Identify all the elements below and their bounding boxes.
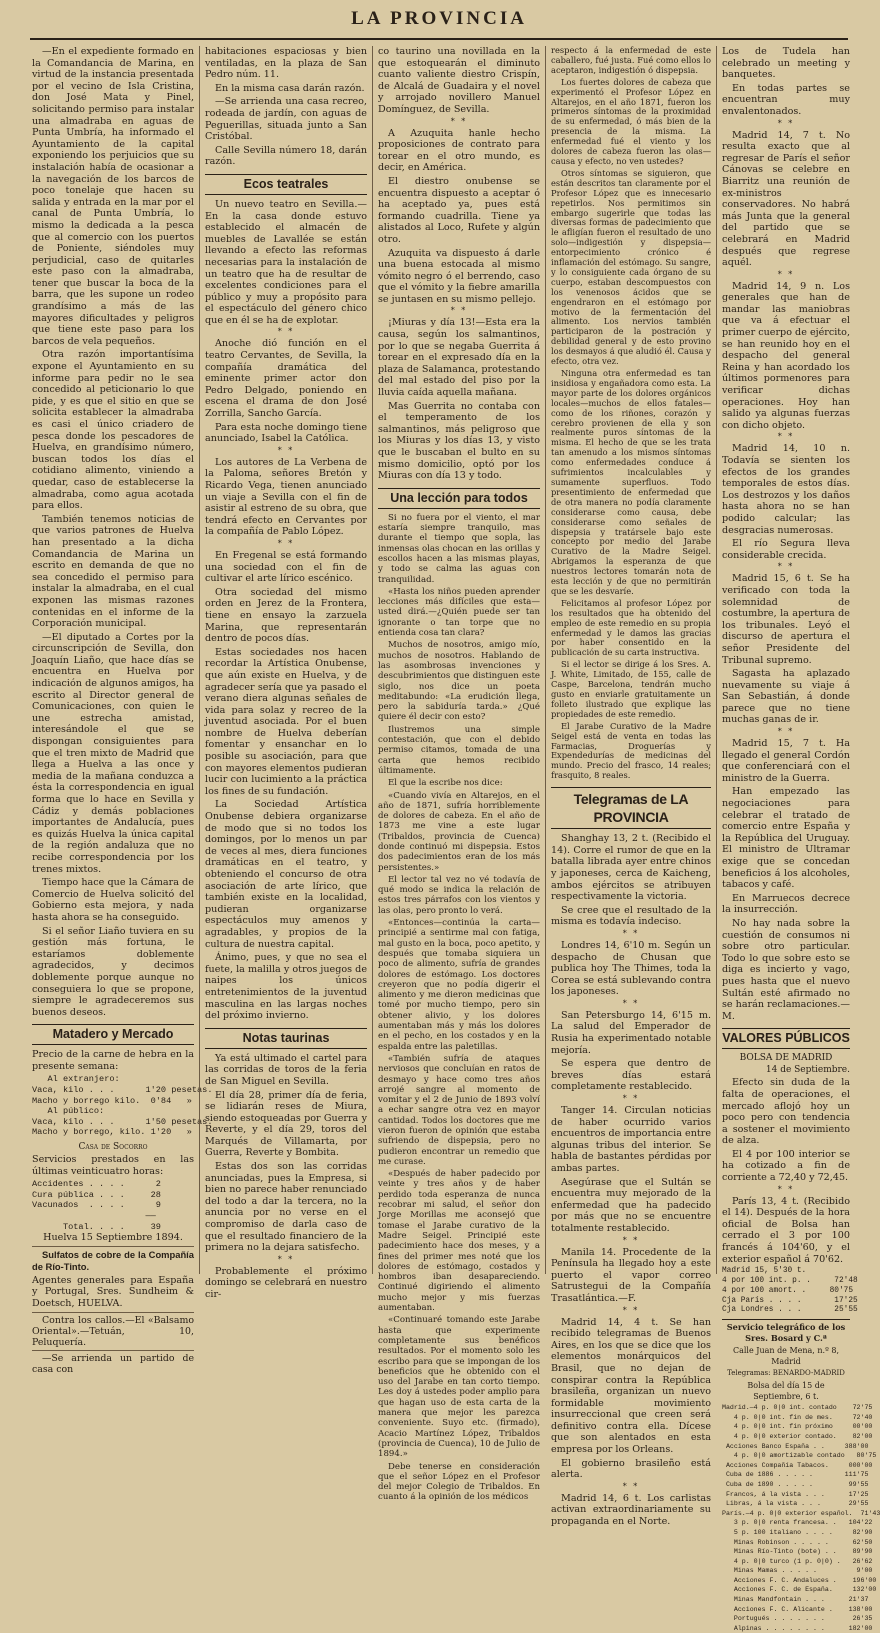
telegram-londres: Londres 14, 6'10 m. Según un despacho de Chusan que publica hoy The Thimes, toda la Corea se está sublevando contra los japoneses. [551,939,711,998]
servicio-address: Calle Juan de Mena, n.º 8, Madrid [732,1346,840,1367]
article-cartel: Ya está ultimado el cartel para las corridas de toros de la feria de San Miguel en Sevilla. [205,1052,367,1087]
article-onubense-2: La Sociedad Artística Onubense debiera organizarse de modo que si no todos los domingos, por lo menos un par de veces al mes, diera funciones dramáticas en el teatro, y obteniendo el concurso de otra asociación de arte lírico, que también existe en la localidad, pudieran organizarse espectáculos muy amenos y agradables, y propios de la cultura de nuestra capital. [205,799,367,950]
separator: * * [777,727,795,737]
separator: * * [777,562,795,572]
separator: * * [622,998,640,1008]
servicio-telegramas: Telegramas: BENARDO-MADRID [727,1369,845,1378]
article-diputado-2: Tiempo hace que la Cámara de Comercio de Huelva solicitó del Gobierno esta mejora, y nada hasta ahora se ha conseguido. [32,877,194,923]
article-miura: El día 28, primer día de feria, se lidiarán reses de Miura, siendo estoqueadas por Guerra y Reverte, y el día 29, toros del Marqués de Villamarta, por Guerra, Reverte y Bombita. [205,1089,367,1159]
leccion-p12: Debe tenerse en consideración que el señor López en el Profesor del mejor Colegio de Tribaldos. En cuanto á la opinión de los médicos [378,1461,540,1503]
article-almadraba: —En el expediente formado en la Comandancia de Marina, en virtud de la instancia presentada por el vecino de Isla Cristina, don José Mata y Pinel, solicitando permiso para instalar una almadraba en aguas de Punta Umbría, ha informado el Ayuntamiento de la capital exponiendo los perjuicios que su instalación había de ocasionar a la navegación de los barcos de poco tonelaje que hacen su salida y entrada en la mar por el canal de Punta Umbría, lo mismo la dedicada a la pesca que al comercio con los puertos de Poniente, siéndoles muy perjudicial, caso de quitarles este paso con la almadraba, tener que buscar la boca de la barra, que les supone un rodeo grandísimo a más de las mayores dificultades y peligros que tiene este paso para los barcos de vela pequeños. [32,46,194,347]
telegram-marruecos: En Marruecos decrece la insurrección. [722,892,850,916]
article-guerrita: Mas Guerrita no contaba con el temperamento de los salmantinos, más peligroso que los Miuras y los días 13, y visto que le buscaban el bulto en su mismo domicilio, optó por los Miuras con día 13 y todo. [378,400,540,482]
telegram-cordon: Madrid 15, 7 t. Ha llegado el general Cordón que conferenciará con el ministro de la Guerra. [722,738,850,784]
heading-ecos-teatrales: Ecos teatrales [205,174,367,195]
telegram-temporales: Madrid 14, 10 n. Todavía se sienten los efectos de los grandes temporales de estos días. Los destrozos y los daños hasta ahora no se han podido calcular; las desgracias numerosas. [722,443,850,536]
ad-arrienda: —Se arrienda un partido de casa con [32,1350,194,1375]
ad-habitaciones: habitaciones espaciosas y bien ventiladas, en la plaza de San Pedro núm. 11. [205,46,367,81]
leccion-p4: Ilustremos una simple contestación, que con el debido permiso citamos, tomada de una carta que hemos recibido últimamente. [378,724,540,776]
bolsa-date: 14 de Septiembre. [765,1065,850,1076]
leccion-cont-p4: Ninguna otra enfermedad es tan insidiosa y engañadora como esta. La mayor parte de los dolores orgánicos locales—muchos de ellos fatales—como de los riñones, corazón y cerebro provienen de ella y son realmente puros síntomas de la misma. El hecho de que se les trata tan amenudo a los mismos síntomas como enfermedades conduce á sufrimientos incalculables y sumamente superfluos. Todo presentimiento de enfermedad que de otra manera no podía claramente considerarse como causa, debe considerarse como señales de dispepsia y tratársele bajo este concepto por medio del Jarabe Curativo de la Madre Seigel. Abrigamos la esperanza de que nuestros lectores tomarán nota de esta lección y de que no permitirán que se les desvaríe. [551,368,711,596]
telegram-uruguay: Han empezado las negociaciones para celebrar el tratado de comercio entre España y la República del Uruguay. El ministro de Ultramar exige que se concedan beneficios á los alcoholes, tabacos y café. [722,786,850,891]
telegram-madrid-brasil-2: El gobierno brasileño está alerta. [551,1457,711,1481]
article-almadraba-2: Otra razón importantísima expone el Ayuntamiento en su informe para pedir no le sea concedido al peticionario lo que pide, y es que el sitio en que se solicita establecer la almadraba es casi el único criadero de pesca donde los pescadores de Huelva, en grandísimo número, buscan todos los días el cotidiano alimento, viniendo a quedar, caso de establecerse la almadraba, como agua acotada para ellos. [32,349,194,512]
bolsa-p1: Efecto sin duda de la falta de operaciones, el mercado aflojó hoy un poco pero con tendencia a sostener el movimiento de alza. [722,1077,850,1147]
heading-notas-taurinas: Notas taurinas [205,1028,367,1049]
article-corridas: Estas dos son las corridas anunciadas, pues la Empresa, si bien no parece haber renunciado del todo a dar la tercera, no la anuncia por no verse en el compromiso de darla caso de que el resultado financiero de la primera no la dejara satisfecho. [205,1161,367,1254]
telegram-tanger: Tanger 14. Circulan noticias de haber ocurrido varios encuentros de importancia entre algunas tribus del interior. Se habla de bastantes pérdidas por ambas partes. [551,1105,711,1174]
telegram-petersburgo-2: Se espera que dentro de breves días estará completamente restablecido. [551,1058,711,1093]
leccion-p6: «Cuando vivía en Altarejos, en el año de 1871, sufría horriblemente de dolores de cabeza. En el año de 1873 me vine a este lugar (Tribaldos, provincia de Cuenca) donde continuó mi dispepsia. Estos dos padecimientos eran de los más persistentes.» [378,790,540,873]
servicio-date: Bolsa del día 15 de Septiembre, 6 t. [747,1381,825,1402]
column-5 [722,46,880,1632]
separator: * * [777,1184,795,1194]
article-miuras: ¡Miuras y día 13!—Esta era la causa, según los salmantinos, por lo que se negaba Guerrita á torear en el expresado día en la plaza de Salamanca, protestando del mal estado del piso por la lluvia caída aquella mañana. [378,317,540,399]
socorro-intro: Servicios prestados en las últimas veinticuatro horas: [32,1154,194,1177]
telegram-tanger-2: Asegúrase que el Sultán se encuentra muy mejorado de la enfermedad que ha padecido por más que no se encuentre totalmente restablecido. [551,1176,711,1234]
leccion-p3: Muchos de nosotros, amigo mío, muchos de nosotros. Hablando de las asombrosas invenciones y descubrimientos que distinguen este siglo, nos dice un poeta meditabundo: «La erudición llega, pero la sabiduría tarda.» ¿Qué quiere él decir con esto? [378,640,540,723]
servicio-heading: Servicio telegráfico de los Sres. Bosard y C.ª [722,1319,850,1344]
article-jerez: Otra sociedad del mismo orden en Jerez de la Frontera, tiene en ensayo la zarzuela Marina, que representarán dentro de pocos días. [205,586,367,645]
socorro-date: Huelva 15 Septiembre 1894. [43,1232,183,1244]
ad-sulfatos-title: Sulfatos de cobre de la Compañía de Río-Tinto. [32,1248,194,1272]
heading-leccion: Una lección para todos [378,488,540,509]
bolsa-paris: París 13, 4 t. (Recibido el 14). Después de la hora oficial de Bolsa han cerrado el 3 por 100 francés á 104'60, y el exterior español á 70'62. [722,1195,850,1265]
article-isabel: Para esta noche domingo tiene anunciado, Isabel la Católica. [205,421,367,445]
leccion-cont-p7: El Jarabe Curativo de la Madre Seigel está de venta en todas las Farmacias, Droguerías y Expendedurías de medicinas del mundo. Precio del frasco, 14 reales; frasquito, 8 reales. [551,720,711,781]
article-verbena: Los autores de La Verbena de la Paloma, señores Bretón y Ricardo Vega, tienen anunciado un viaje a Sevilla con el fin de asistir al estreno de su obra, que tendrá efecto en Cervantes por la compañía de Pablo López. [205,456,367,538]
separator: * * [450,116,468,126]
article-azuquita-2: El diestro onubense se encuentra dispuesto a aceptar ó ha aceptado ya, pues está formando cuadrilla. Tiene ya alistados al Loco, Rufete y algún otro. [378,175,540,245]
leccion-p7: El lector tal vez no vé todavía de qué modo se indica la relación de estos tres párrafos con los vientos y las olas, pero pronto lo verá. [378,874,540,916]
telegram-petersburgo: San Petersburgo 14, 6'15 m. La salud del Emperador de Rusia ha experimentado notable mejoría. [551,1009,711,1056]
leccion-p11: «Continuaré tomando este Jarabe hasta que experimente completamente sus benéficos resultados. Por el momento solo les escribo para que se impongan de los beneficios que he obtenido con el uso del Jarabe en tan corto tiempo. Les doy á ustedes poder amplio para que hagan uso de esta carta de la manera que mejor les parezca conveniente. Suyo etc. (firmado), Acacio Martínez López, Tribaldos (provincia de Cuenca), 10 de Julio de 1894.» [378,1315,540,1460]
telegram-madrid-brasil: Madrid 14, 4 t. Se han recibido telegramas de Buenos Aires, en los que se dice que los elementos monárquicos del Brasil, que no dejan de conspirar contra la República brasileña, organizan un nuevo formidable movimiento insurreccional que creen será definitivo contra ella. Dícese que son alentados en esta empresa por los Orleans. [551,1316,711,1456]
telegram-shanghay: Shanghay 13, 2 t. (Recibido el 14). Corre el rumor de que en la batalla librada ayer entre chinos y japoneses, cerca de Kaicheng, ambos ejércitos se atribuyen respectivamente la victoria. [551,833,711,903]
servicio-table: Madrid.—4 p. 0|0 int. contado 72'75 4 p. 0|0 int. fin de mes. 72'40 4 p. 0|0 int. fin próximo 00'00 4 p. 0|0 exterior contado. 82'00 Acciones Banco España . . 388'00 4 p. 0|0 amortizable contado 80'75 Acciones Compañía Tabacos. 000'00 Cuba de 1886 . . . . . 111'75 Cuba de 1890 . . . . . 99'55 Francos, á la vista . . . 17'25 Libras, á la vista . . . 29'55 París.—4 p. 0|0 exterior español. 71'43 3 p. 0|0 renta francesa. . 104'22 5 p. 100 italiano . . . . 82'90 Minas Robinson . . . . . 62'50 Minas Río-Tinto (bote) . . 89'90 4 p. 0|0 turco (1 p. 0|0) . 26'62 Minas Mamas . . . . . 9'00 Acciones F. C. Andaluces . 196'00 Acciones F. C. de España. 132'00 Minas Mandfontain . . . 21'37 Acciones F. C. Alicante . 138'00 Portugués . . . . . . . 26'35 Alpinas . . . . . . . . 182'00 [722,1404,880,1632]
telegram-carlistas: Madrid 14, 6 t. Los carlistas activan extraordinariamente su propaganda en el Norte. [551,1492,711,1528]
article-domingo: Probablemente el próximo domingo se celebrará en nuestro cir- [205,1265,367,1300]
heading-valores: VALORES PÚBLICOS [722,1028,850,1049]
separator: * * [622,1305,640,1315]
telegram-tudela-2: En todas partes se encuentran muy envalentonados. [722,82,850,117]
separator: * * [777,432,795,442]
masthead-rule [30,38,848,40]
article-azuquita-3: Azuquita va dispuesto á darle una buena estocada al mismo vómito negro ó el berrendo, caso que el vómito y la fiebre amarilla se juntasen en su mismo pellejo. [378,247,540,305]
bolsa-madrid-table: Madrid 15, 5'30 t. 4 por 100 int. p. . 72'48 4 por 100 amort. . 80'75 Cja París . . . . 17'25 Cja Londres . . . 25'55 [722,1267,858,1315]
leccion-cont-p5: Felicitamos al profesor López por los resultados que ha obtenido del empleo de este remedio en su propia enfermedad y le damos las gracias por haber consentido en la publicación de su carta instructiva. [551,597,711,658]
telegram-canovas: Madrid 14, 7 t. No resulta exacto que al regresar de París el señor Cánovas se celebre en Biarritz una reunión de ex-ministros conservadores. No habrá más Junta que la general del partido que se celebrará en Madrid después que regrese aquél. [722,129,850,269]
leccion-p1: Si no fuera por el viento, el mar estaría siempre tranquilo, mas durante el tiempo que sopla, las inmensas olas chocan en las orillas y escollos hacen a las mismas playas, y todo se calma las aguas con tranquilidad. [378,512,540,585]
telegram-tribunales: Madrid 15, 6 t. Se ha verificado con toda la solemnidad de costumbre, la apertura de los tribunales. Leyó el discurso de apertura el señor Presidente del Tribunal supremo. [722,573,850,666]
separator: * * [622,928,640,938]
masthead-title: LA PROVINCIA [351,8,527,29]
article-onubense-3: Ánimo, pues, y que no sea el fuete, la malilla y otros juegos de naipes los únicos entretenimientos de la juventud masculina en las largas noches del próximo invierno. [205,952,367,1022]
telegram-tudela: Los de Tudela han celebrado un meeting y banquetes. [722,46,850,81]
separator: * * [277,445,295,455]
column-rule-3 [545,46,546,1274]
leccion-cont-p1: respecto á la enfermedad de este caballero, fué justa. Fué como ellos lo aceptaron, indigestión ó dispepsia. [551,45,711,75]
leccion-cont-p3: Otros síntomas se siguieron, que están descritos tan claramente por el Profesor López que es innecesario repetirlos. Nos permitimos sin embargo sugerirle que todas las diversas formas de padecimiento que le afligían fueron el resultado de uno solo—indigestión y dispepsia—entorpecimiento crónico é inflamación del estómago. Su sangre, y lo consiguiente cada órgano de su cuerpo, estaban descompuestos con los venenosos ácidos que se engendraron en el estómago por motivo de la fermentación del alimento. Los nervios también participaron de la postración y debilidad general y de esto provino los desmayos á que aludió él. Causa y efecto, otra vez. [551,167,711,367]
article-azuquita: A Azuquita hanle hecho proposiciones de contrato para torear en el otro mundo, es decir, en América. [378,127,540,174]
telegram-maniobras: Madrid 14, 9 n. Los generales que han de mandar las maniobras que va á efectuar el primer cuerpo de ejército, se han reunido hoy en el despacho del general Reina y han acordado los últimos pormenores para verificar dichas operaciones. Hoy han salido ya algunas fuerzas con dicho objeto. [722,280,850,431]
separator: * * [622,1094,640,1104]
ad-sulfatos [32,1246,194,1273]
telegram-consumos: No hay nada sobre la cuestión de consumos ni sobre otro particular. Todo lo que sobre esto se diga es incierto y vago, pues hasta que el nuevo Sultán esté afirmado no se harán reclamaciones.—M. [722,917,850,1022]
bolsa-title: BOLSA DE MADRID [739,1053,833,1064]
ad-callos: Contra los callos.—El «Balsamo Oriental».—Tetuán, 10, Peluquería. [32,1312,194,1348]
leccion-p9: «También sufría de ataques nerviosos que concluían en ratos de desmayo y hace como tres años arrojé sangre al momento de vomitar y el 2 de Junio de 1893 volví a echar sangre otra vez en mayor cantidad. Todos los doctores que me vieron fueron de opinión que estaba sufriendo de dispepsia, pero no pudieron encontrar un remedio que me curase. [378,1053,540,1167]
article-diputado-3: Si el señor Liaño tuviera en su gestión más fortuna, le estaríamos doblemente agradecidos, y decimos doblemente porque aunque no conseguiera lo que se propone, siempre le agradeceremos sus buenos deseos. [32,925,194,1018]
separator: * * [622,1481,640,1491]
telegram-sagasta: Sagasta ha aplazado nuevamente su viaje á San Sebastián, á donde parece que no tiene muchas ganas de ir. [722,668,850,726]
ad-sulfatos-agents: Agentes generales para España y Portugal, Sres. Sundheim & Doetsch, HUELVA. [32,1274,194,1309]
separator: * * [277,1254,295,1264]
column-3 [378,46,540,1503]
separator: * * [277,327,295,337]
socorro-table: Accidentes . . . . 2 Cura pública . . . 28 Vacunados . . . . 9 —— Total. . . . 39 [32,1179,161,1232]
telegram-segura: El río Segura lleva considerable crecida. [722,538,850,561]
heading-telegramas: Telegramas de LA PROVINCIA [551,787,711,829]
article-novillada: co taurino una novillada en la que estoquearán el diminuto cuanto valiente diestro Crispín, de Alcalá de Guadaira y el novel y arrojado novillero Manuel Domínguez, de Sevilla. [378,46,540,115]
leccion-cont-p6: Si el lector se dirige á los Sres. A. J. White, Limitado, de 155, calle de Caspe, Barcelona, tendrán mucho gusto en enviarle gratuitamente un folleto ilustrado que explique las propiedades de este remedio. [551,659,711,719]
ad-casa-recreo: —Se arrienda una casa recreo, rodeada de jardín, con aguas de Peguerillas, situada junto a San Cristóbal. [205,96,367,143]
article-teatro-sevilla: Un nuevo teatro en Sevilla.—En la casa donde estuvo establecido el almacén de muebles de Lavallée se están llevando a efecto las reformas necesarias para la instalación de un teatro que ha de resultar de excelentes condiciones para el público y muy a propósito para el espectáculo del género chico que en él se ha de explotar. [205,198,367,326]
leccion-p8: «Entonces—continúa la carta—principié a sentirme mal con fatiga, mal gusto en la boca, poco apetito, y después que tomaba siquiera un poco de alimento, sufría de grandes dolores de estómago. Los doctores creyeron que no podía digerir el alimento y me dieron medicinas que tomé por mucho tiempo, pero sin obtener alivio, y los dolores aumentaban más y más los dolores en el pecho, en los costados y en la espalda entre las paletillas. [378,918,540,1052]
matadero-prices: Al extranjero: Vaca, kilo . . . 1'20 pesetas. Macho y borrego kilo. 0'84 » Al público: Vaca, kilo . . . 1'50 pesetas. Macho y borrego, kilo. 1'20 » [32,1074,213,1138]
heading-matadero: Matadero y Mercado [32,1024,194,1045]
ad-casa-recreo-2: Calle Sevilla número 18, darán razón. [205,144,367,168]
separator: * * [450,306,468,316]
bolsa-p2: El 4 por 100 interior se ha cotizado a fin de corriente a 72,40 y 72,45. [722,1148,850,1184]
article-almadraba-3: También tenemos noticias de que varios patrones de Huelva han presentado a la dicha Comandancia de Marina un escrito en demanda de que no sea concedido el permiso para instalar la almadraba, en el cual exponen las mismas razones contenidas en el informe de la Corporación municipal. [32,513,194,630]
article-diputado: —El diputado a Cortes por la circunscripción de Sevilla, don Joaquín Liaño, que hace días se encuentra en Huelva por indicación de algunos amigos, ha escrito al Director general de Comunicaciones, con quien le une estrecha amistad, interesándole el que se dispongan consiguientes para que el tren mixto de Madrid que llega a Huelva a las once y media de la mañana conduzca a ésta la correspondencia en igual forma que lo hace en Sevilla y Cádiz y demás poblaciones importantes de Andalucía, pues es quizás Huelva la única capital de la región andaluza que no recibe correspondencia por los trenes mixtos. [32,631,194,875]
column-4 [551,45,711,1528]
article-fregenal: En Fregenal se está formando una sociedad con el fin de cultivar el arte lírico escénico. [205,549,367,585]
leccion-cont-p2: Los fuertes dolores de cabeza que experimentó el Profesor López en Altarejos, en el año 1871, fueron los primeros síntomas de la proximidad de su enfermedad, ó más bien de la presencia de la misma. La enfermedad fué el viento y los dolores de cabeza fueron las olas—causa y efecto, no ven ustedes? [551,76,711,166]
leccion-p2: «Hasta los niños pueden aprender lecciones más difíciles que esta—usted dirá.—¿Quién puede ser tan ignorante o tan torpe que no entienda cosa tan clara? [378,586,540,639]
telegram-manila: Manila 14. Procedente de la Península ha llegado hoy a este puerto el vapor correo Satrustegui de la Compañía Trasatlántica.—F. [551,1246,711,1304]
column-1 [32,46,213,1375]
article-onubense: Estas sociedades nos hacen recordar la Artística Onubense, que aún existe en Huelva, y de agradecer sería que ya pasado el verano diera algunas señales de vida para solaz y recreo de la juventud asociada. Por el buen nombre de Huelva deberían fomentar y ensanchar en lo posible su asociación, para que con mayores elementos pudieran lucir con lucimiento a la práctica los fines de su fundación. [205,646,367,797]
separator: * * [777,118,795,128]
column-rule-1 [199,46,200,1274]
column-rule-2 [372,46,373,1274]
telegram-shanghay-2: Se cree que el resultado de la misma es todavía indeciso. [551,904,711,928]
separator: * * [277,538,295,548]
heading-casa-socorro: Casa de Socorro [78,1142,148,1153]
matadero-intro: Precio de la carne de hebra en la presente semana: [32,1049,194,1072]
leccion-p5: El que la escribe nos dice: [388,778,503,789]
column-2 [205,46,367,1300]
column-rule-4 [716,46,717,1274]
leccion-p10: «Después de haber padecido por veinte y tres años y de haber perdido toda esperanza de nunca recobrar mi salud, el señor don Jorge Morillas me aconsejó que tomase el Jarabe curativo de la Madre Seigel. Principié este padecimiento hace dos meses, y a fines del primer mes noté que los dolores de estómago, costados y hombros iban desapareciendo. Continué digiriendo el alimento mucho mejor y mis fuerzas aumentaban. [378,1169,540,1314]
separator: * * [777,269,795,279]
ad-habitaciones-2: En la misma casa darán razón. [215,82,365,94]
article-cervantes: Anoche dió función en el teatro Cervantes, de Sevilla, la compañía dramática del eminente primer actor don Pedro Delgado, poniendo en escena el drama de don José Zorrilla, Sancho García. [205,338,367,420]
separator: * * [622,1235,640,1245]
